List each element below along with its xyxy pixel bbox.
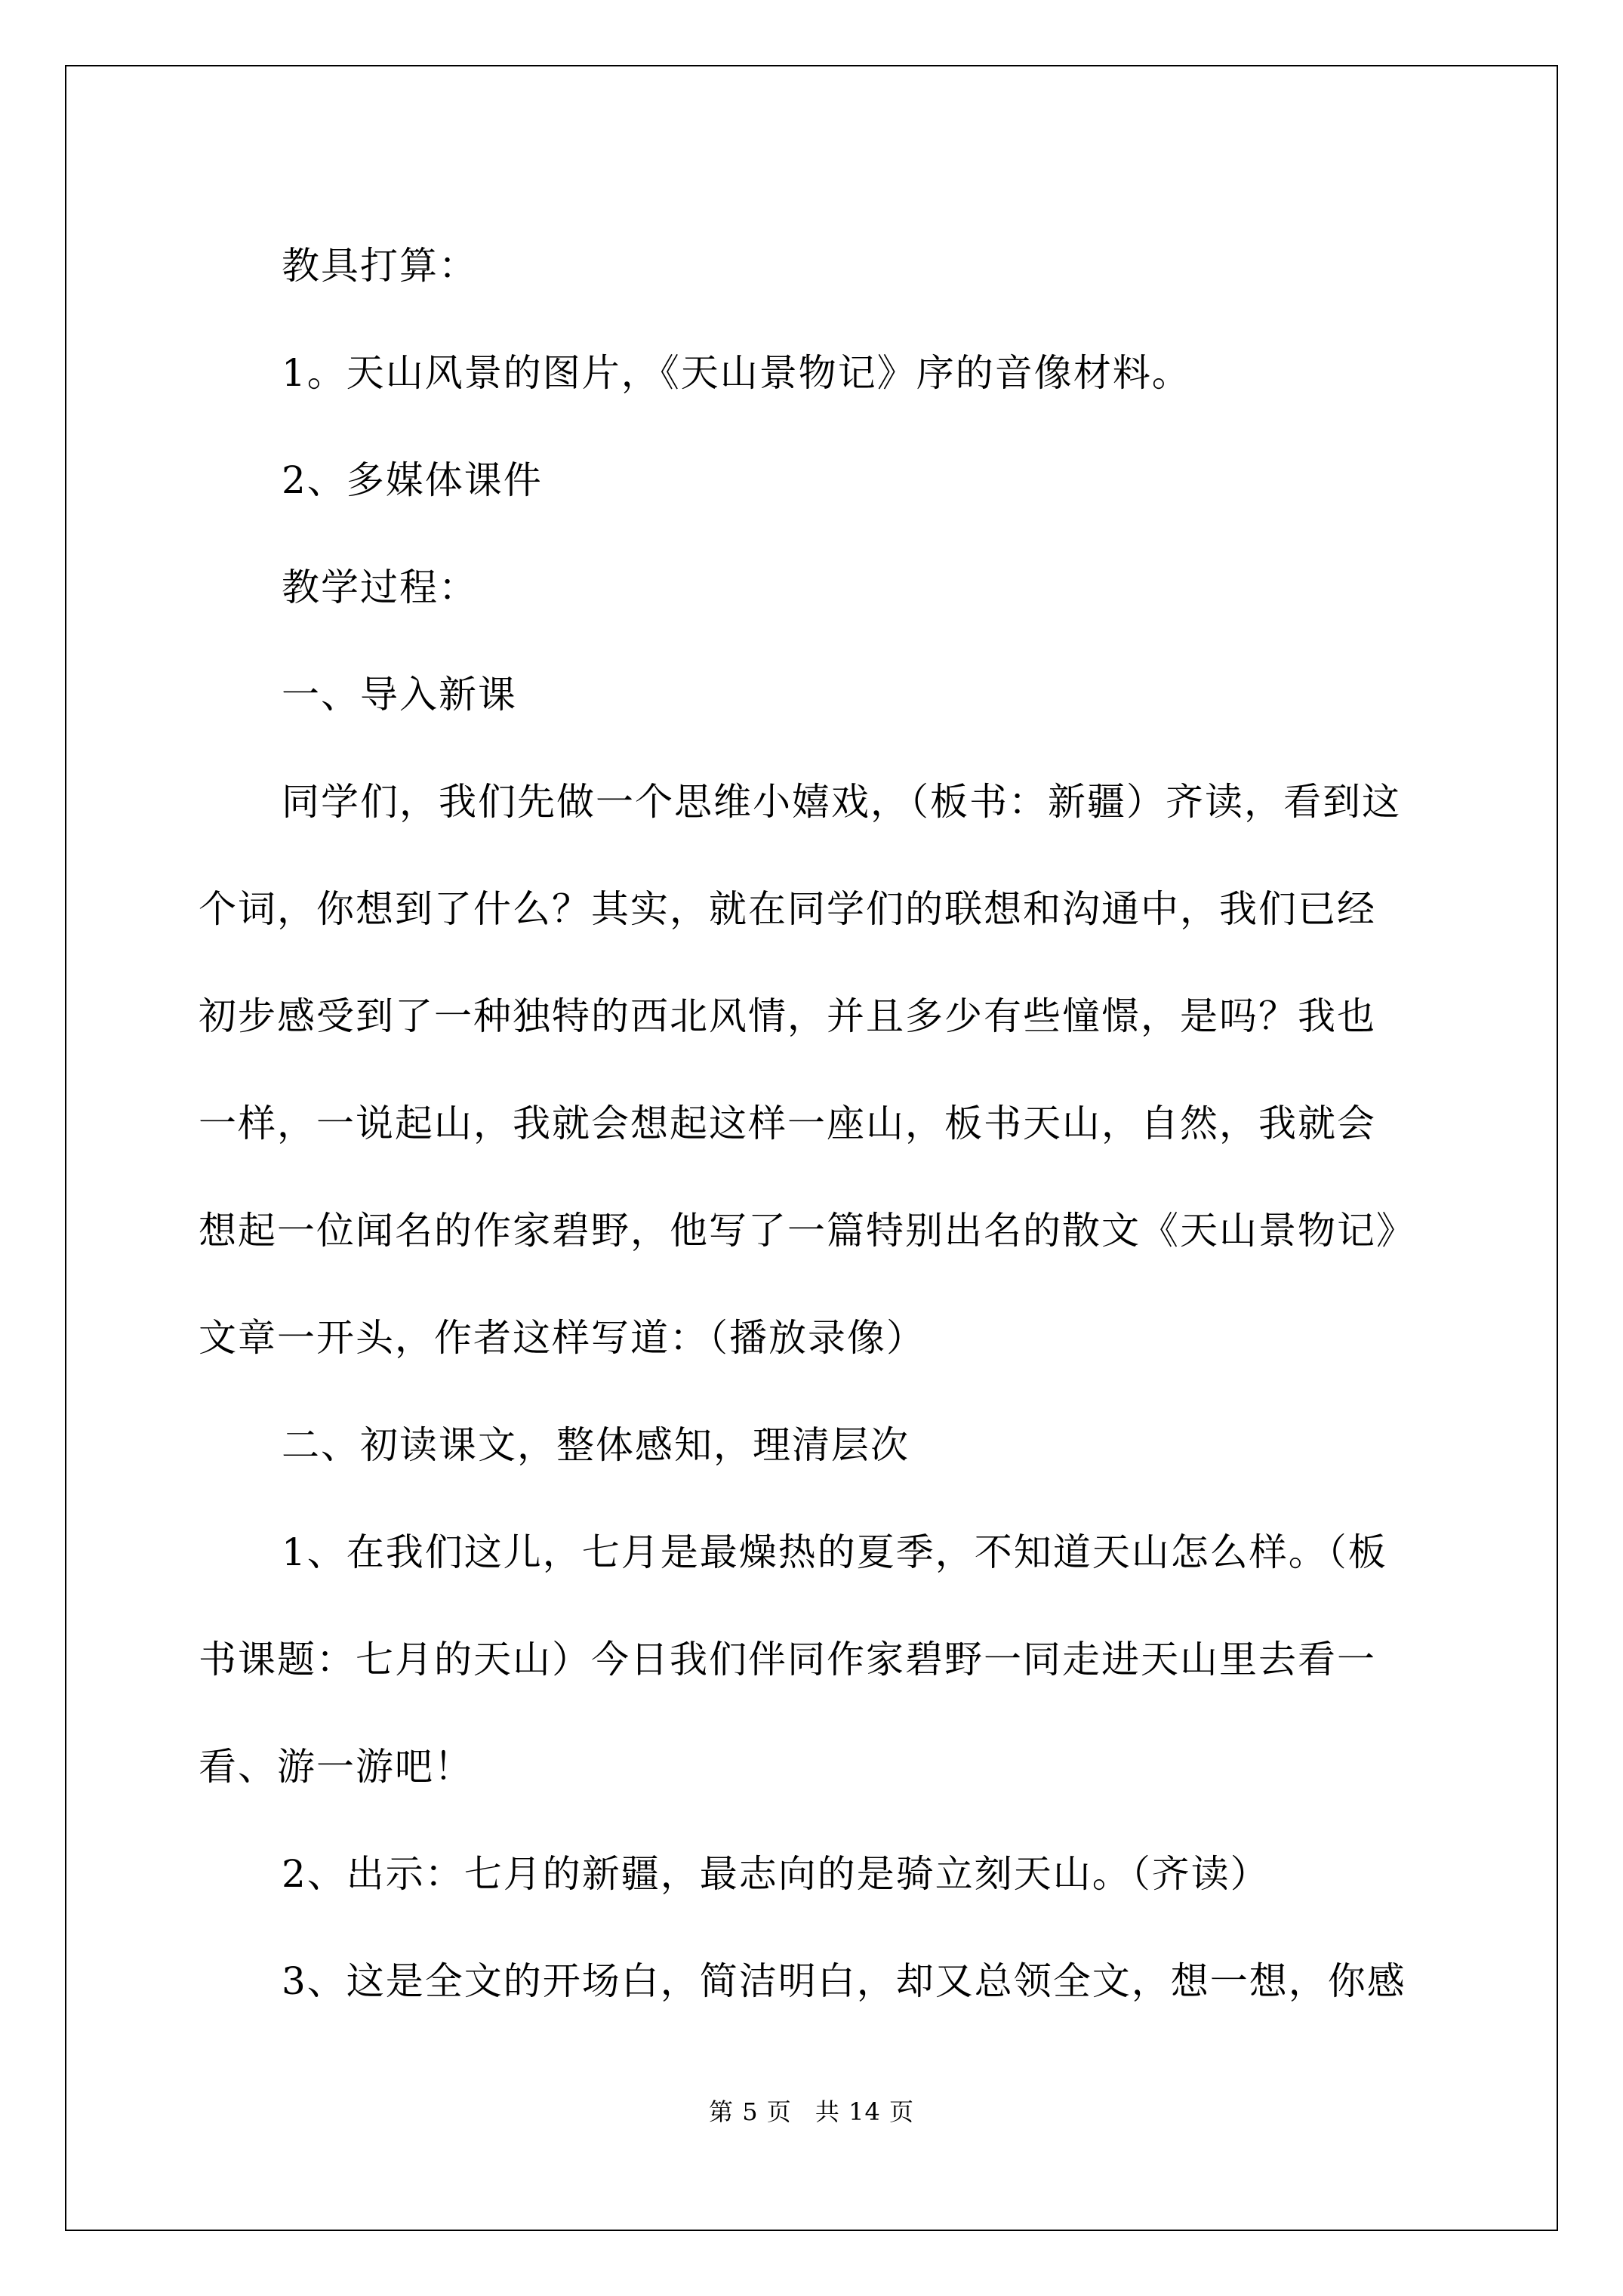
text-line: 二、初读课文，整体感知，理清层次 bbox=[282, 1423, 910, 1467]
text-line: 教具打算： bbox=[282, 244, 478, 288]
text-line: 一样，一说起山，我就会想起这样一座山，板书天山，自然，我就会 bbox=[199, 1102, 1376, 1145]
page-number: 第 5 页 bbox=[709, 2097, 792, 2126]
text-line: 3、这是全文的开场白，简洁明白，却又总领全文，想一想，你感 bbox=[282, 1959, 1406, 2003]
text-line: 个词，你想到了什么？其实，就在同学们的联想和沟通中，我们已经 bbox=[199, 887, 1376, 931]
text-line: 初步感受到了一种独特的西北风情，并且多少有些憧憬，是吗？我也 bbox=[199, 994, 1376, 1038]
text-line: 1、在我们这儿，七月是最燥热的夏季，不知道天山怎么样。（板 bbox=[282, 1530, 1387, 1574]
text-line: 看、游一游吧！ bbox=[199, 1745, 473, 1789]
text-line: 一、导入新课 bbox=[282, 673, 517, 717]
text-line: 想起一位闻名的作家碧野，他写了一篇特别出名的散文《天山景物记》 bbox=[199, 1209, 1415, 1253]
text-line: 同学们，我们先做一个思维小嬉戏，（板书：新疆）齐读，看到这 bbox=[282, 780, 1401, 824]
text-line: 2、多媒体课件 bbox=[282, 458, 543, 502]
page-footer bbox=[0, 2093, 1623, 2128]
text-line: 书课题：七月的天山）今日我们伴同作家碧野一同走进天山里去看一 bbox=[199, 1638, 1376, 1681]
text-line: 1。天山风景的图片，《天山景物记》序的音像材料。 bbox=[282, 351, 1191, 395]
page-total: 共 14 页 bbox=[815, 2097, 914, 2126]
text-line: 2、出示：七月的新疆，最志向的是骑立刻天山。（齐读） bbox=[282, 1852, 1270, 1896]
text-line: 文章一开头，作者这样写道：（播放录像） bbox=[199, 1316, 925, 1360]
text-line: 教学过程： bbox=[282, 566, 478, 609]
